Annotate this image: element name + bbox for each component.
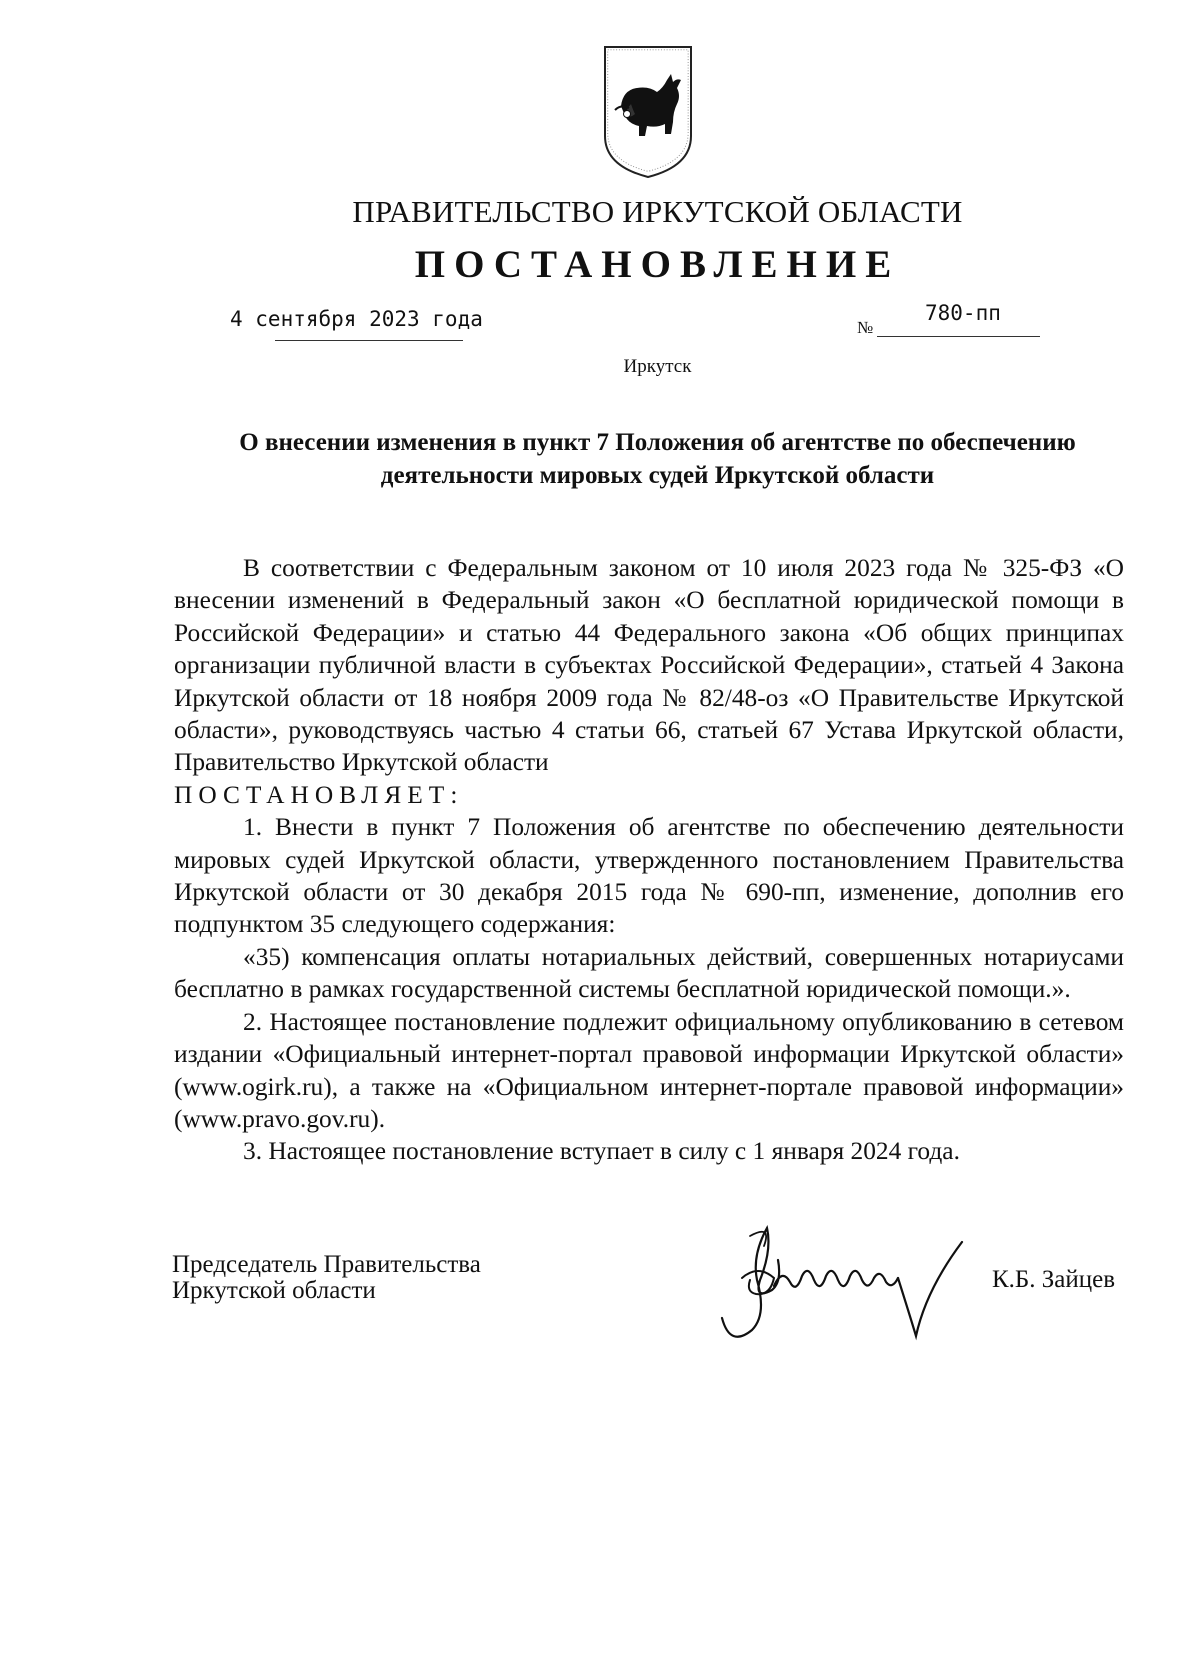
signer-position-line-1: Председатель Правительства [172,1251,481,1278]
number-sign: № [857,318,874,337]
item-1-quote-paragraph: «35) компенсация оплаты нотариальных действий, совершенных нотариусами бесплатно в рамках государственной системы бесплатной юридической помощи.». [174,942,1124,1004]
item-3-paragraph: 3. Настоящее постановление вступает в силу с 1 января 2024 года. [243,1137,960,1166]
title-line-2: деятельности мировых судей Иркутской области [380,462,935,489]
title-line-1: О внесении изменения в пункт 7 Положения об агентстве по обеспечению [239,429,1076,456]
document-number: 780-пп [925,301,1001,325]
document-type: ПОСТАНОВЛЕНИЕ [414,243,901,286]
number-underline [877,336,1040,337]
signer-name: К.Б. Зайцев [992,1266,1116,1293]
item-1-paragraph: 1. Внести в пункт 7 Положения об агентстве по обеспечению деятельности мировых судей Иркутской области, утвержденного постановлением Правительства Иркутской области от 30 декабря 2015 года № 690-пп, изменение, дополнив его подпунктом 35 следующего содержания: [174,813,1124,939]
date-underline [275,340,463,341]
document-body [174,552,1124,1168]
document-title [150,426,1165,492]
city-name: Иркутск [623,356,692,377]
item-2-paragraph: 2. Настоящее постановление подлежит официальному опубликованию в сетевом издании «Официальный интернет-портал правовой информации Иркутской области» (www.ogirk.ru), а также на «Официальном интернет-портале правовой информации» (www.pravo.gov.ru). [174,1007,1124,1133]
document-date: 4 сентября 2023 года [230,307,483,331]
government-name: ПРАВИТЕЛЬСТВО ИРКУТСКОЙ ОБЛАСТИ [352,194,963,229]
signer-position [172,1252,481,1304]
signature-icon [712,1220,968,1351]
coat-of-arms-icon [601,44,695,180]
signer-position-line-2: Иркутской области [172,1277,376,1304]
preamble-paragraph: В соответствии с Федеральным законом от 10 июля 2023 года № 325-ФЗ «О внесении изменений в Федеральный закон «О бесплатной юридической помощи в Российской Федерации» и статью 44 Федерального закона «Об общих принципах организации публичной власти в субъектах Российской Федерации», статьей 4 Закона Иркутской области от 18 ноября 2009 года № 82/48-оз «О Правительстве Иркутской области», руководствуясь частью 4 статьи 66, статьей 67 Устава Иркутской области, Правительство Иркутской области [174,554,1124,777]
decree-word: ПОСТАНОВЛЯЕТ: [174,780,464,809]
